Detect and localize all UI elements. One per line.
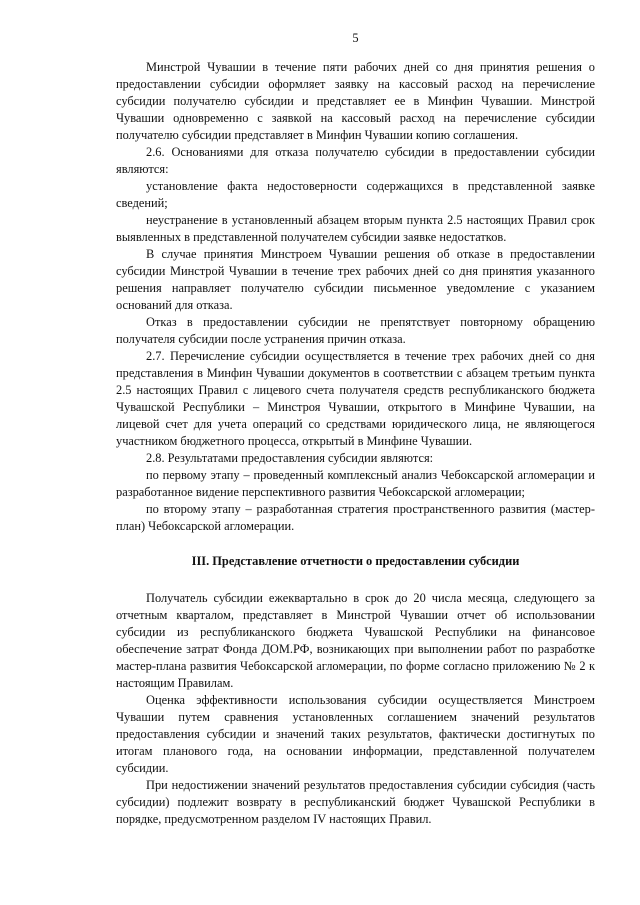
paragraph-9: по первому этапу – проведенный комплексный анализ Чебоксарской агломерации и разработанное видение перспективного развития Чебоксарской агломерации; [116,468,595,499]
paragraph-10: по второму этапу – разработанная стратегия пространственного развития (мастер-план) Чебоксарской агломерации. [116,502,595,533]
paragraph-4: неустранение в установленный абзацем вторым пункта 2.5 настоящих Правил срок выявленных в представленной получателем субсидии заявке недостатков. [116,213,595,244]
paragraph-3: установление факта недостоверности содержащихся в представленной заявке сведений; [116,179,595,210]
section-heading: III. Представление отчетности о предоставлении субсидии [191,554,520,568]
paragraph-11: Получатель субсидии ежеквартально в срок до 20 числа месяца, следующего за отчетным кварталом, представляет в Минстрой Чувашии отчет об использовании субсидии из республиканского бюджета Чувашской Республики на финансовое обеспечение затрат Фонда ДОМ.РФ, возникающих при выполнении работ по разработке мастер-плана развития Чебоксарской агломерации, по форме согласно приложению № 2 к настоящим Правилам. [116,591,595,690]
document-page [116,30,595,828]
paragraph-5: В случае принятия Минстроем Чувашии решения об отказе в предоставлении субсидии Минстрой Чувашии в течение трех рабочих дней со дня принятия указанного решения направляет получателю субсидии письменное уведомление с указанием оснований для отказа. [116,247,595,312]
paragraph-13: При недостижении значений результатов предоставления субсидии субсидия (часть субсидии) подлежит возврату в республиканский бюджет Чувашской Республики в порядке, предусмотренном разделом IV настоящих Правил. [116,778,595,826]
paragraph-1: Минстрой Чувашии в течение пяти рабочих дней со дня принятия решения о предоставлении субсидии оформляет заявку на кассовый расход на перечисление субсидии получателю субсидии и представляет ее в Минфин Чувашии. Минстрой Чувашии одновременно с заявкой на кассовый расход на перечисление субсидии получателю субсидии представляет в Минфин Чувашии копию соглашения. [116,60,595,142]
paragraph-12: Оценка эффективности использования субсидии осуществляется Минстроем Чувашии путем сравнения установленных соглашением значений результатов предоставления субсидии и значений таких результатов, фактически достигнутых по итогам планового года, на основании информации, представленной получателем субсидии. [116,693,595,775]
page-number: 5 [352,31,359,45]
paragraph-7: 2.7. Перечисление субсидии осуществляется в течение трех рабочих дней со дня представления в Минфин Чувашии документов в соответствии с абзацем третьим пункта 2.5 настоящих Правил с лицевого счета получателя средств республиканского бюджета Чувашской Республики – Минстроя Чувашии, открытого в Минфине Чувашии, на лицевой счет для учета операций со средствами юридического лица, не являющегося участником бюджетного процесса, открытый в Минфине Чувашии. [116,349,595,448]
paragraph-8: 2.8. Результатами предоставления субсидии являются: [146,451,434,465]
paragraph-6: Отказ в предоставлении субсидии не препятствует повторному обращению получателя субсидии после устранения причин отказа. [116,315,595,346]
paragraph-2: 2.6. Основаниями для отказа получателю субсидии в предоставлении субсидии являются: [116,145,595,176]
